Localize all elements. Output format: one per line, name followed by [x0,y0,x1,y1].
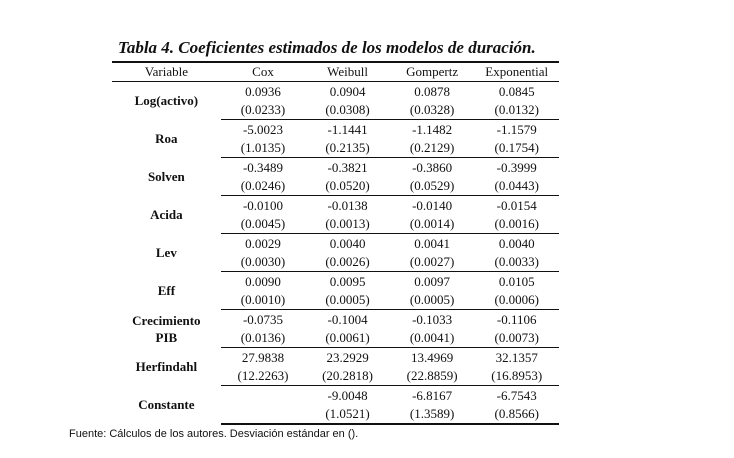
table-row-coef [112,196,559,216]
coefficient-cell: 0.0097 [414,273,450,289]
variable-name [112,120,221,158]
std-error-cell: (1.3589) [390,405,475,424]
coefficient-cell: -0.0100 [242,197,284,213]
coefficient-cell: 23.2929 [326,349,369,365]
coefficient-cell: -0.0138 [327,197,368,213]
variable-name [112,82,221,120]
coefficient-cell: 0.0105 [498,273,535,289]
variable-name [112,196,221,234]
coefficient-cell [221,386,306,406]
coefficient-cell: -0.3999 [496,159,537,175]
header-exponential: Exponential [474,62,559,82]
std-error-cell: (0.0136) [221,329,306,348]
std-error-cell: (0.0520) [305,177,390,196]
coefficient-cell: -1.1441 [327,121,368,137]
variable-name-line: Lev [155,245,177,260]
variable-name [112,310,221,348]
std-error-cell: (12.2263) [221,367,306,386]
variable-name-line: Herfindahl [135,359,198,374]
variable-name [112,272,221,310]
coefficients-table [112,61,559,425]
coefficient-cell: -5.0023 [242,121,284,137]
coefficient-cell: -6.8167 [412,387,453,403]
variable-name [112,234,221,272]
std-error-cell: (0.0016) [474,215,559,234]
std-error-cell: (0.0006) [474,291,559,310]
table-row-coef [112,82,559,102]
std-error-cell: (0.0308) [305,101,390,120]
std-error-cell: (0.0014) [390,215,475,234]
variable-name-line: Roa [155,131,178,146]
std-error-cell: (0.0529) [390,177,475,196]
header-weibull: Weibull [305,62,390,82]
variable-name-line: Log(activo) [134,93,199,109]
std-error-cell: (16.8953) [474,367,559,386]
coefficient-cell: 13.4969 [411,349,454,365]
std-error-cell: (0.2135) [305,139,390,158]
table-row-coef [112,348,559,368]
coefficient-cell: 32.1357 [495,349,538,365]
coefficient-cell: 0.0878 [414,83,450,99]
variable-name-line: Constante [138,397,195,413]
std-error-cell: (0.1754) [474,139,559,158]
table-body [112,82,559,425]
coefficient-cell: 0.0040 [498,235,535,251]
coefficient-cell: 0.0845 [498,83,535,99]
std-error-cell: (0.0027) [390,253,475,272]
std-error-cell: (0.0026) [305,253,390,272]
std-error-cell: (0.0010) [221,291,306,310]
table-header-row [112,62,559,82]
coefficient-cell: -0.1004 [327,311,368,327]
coefficient-cell: -1.1579 [496,121,537,137]
std-error-cell: (0.0443) [474,177,559,196]
table-row-coef [112,158,559,178]
coefficient-cell: -0.3821 [327,159,368,175]
std-error-cell: (0.0328) [390,101,475,120]
std-error-cell: (0.0045) [221,215,306,234]
coefficient-cell: -0.3860 [412,159,453,175]
std-error-cell: (0.0030) [221,253,306,272]
coefficient-cell: -0.0735 [242,311,284,327]
variable-name-line: Solven [147,169,185,184]
std-error-cell: (1.0135) [221,139,306,158]
coefficient-cell: 0.0029 [245,235,281,251]
coefficient-cell: -9.0048 [327,387,368,403]
coefficient-cell: 0.0090 [245,273,281,289]
header-cox: Cox [221,62,306,82]
coefficient-cell: -0.1033 [412,311,453,327]
std-error-cell: (0.0005) [390,291,475,310]
std-error-cell: (0.0073) [474,329,559,348]
variable-name-line: Acida [150,207,183,222]
coefficient-cell: -6.7543 [496,387,537,403]
coefficient-cell: 27.9838 [241,349,285,365]
coefficient-cell: -0.3489 [242,159,284,175]
coefficient-cell: -0.1106 [496,311,537,327]
variable-name [112,348,221,386]
std-error-cell: (1.0521) [305,405,390,424]
coefficient-cell: -0.0140 [412,197,453,213]
table-row-coef [112,120,559,140]
coefficient-cell: 0.0041 [414,235,450,251]
header-gompertz: Gompertz [390,62,475,82]
std-error-cell: (0.0061) [305,329,390,348]
variable-name-line: PIB [155,329,178,345]
coefficient-cell: 0.0936 [245,83,281,99]
variable-name-line: Crecimiento [132,312,201,328]
std-error-cell: (0.0013) [305,215,390,234]
std-error-cell: (0.0132) [474,101,559,120]
table-row-coef [112,234,559,254]
coefficient-cell: -0.0154 [496,197,537,213]
std-error-cell: (0.2129) [390,139,475,158]
std-error-cell: (0.0041) [390,329,475,348]
coefficient-cell: 0.0095 [329,273,366,289]
table-row-coef [112,310,559,330]
std-error-cell: (0.8566) [474,405,559,424]
std-error-cell: (0.0005) [305,291,390,310]
coefficient-cell: -1.1482 [412,121,453,137]
header-variable: Variable [112,62,221,82]
table-title: Tabla 4. Coeficientes estimados de los modelos de duración. [118,38,536,57]
std-error-cell: (0.0033) [474,253,559,272]
variable-name [112,386,221,425]
coefficient-cell: 0.0040 [329,235,366,251]
std-error-cell [221,405,306,424]
variable-name-line: Eff [157,283,176,298]
table-row-coef [112,272,559,292]
std-error-cell: (0.0246) [221,177,306,196]
variable-name [112,158,221,196]
table-row-coef [112,386,559,406]
table-source-note: Fuente: Cálculos de los autores. Desviación estándar en (). [69,428,359,440]
std-error-cell: (22.8859) [390,367,475,386]
std-error-cell: (0.0233) [221,101,306,120]
std-error-cell: (20.2818) [305,367,390,386]
coefficient-cell: 0.0904 [329,83,366,99]
